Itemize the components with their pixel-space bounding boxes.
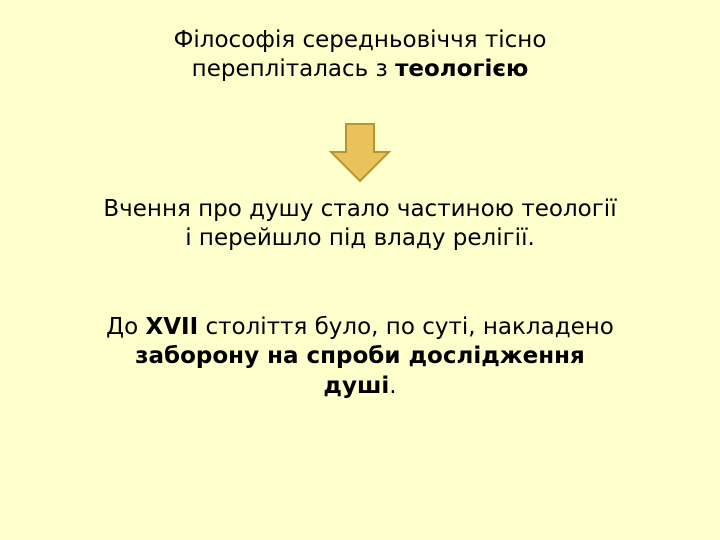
plain-text: перепліталась з — [191, 56, 396, 83]
text-line — [0, 372, 720, 401]
down-arrow-container — [0, 122, 720, 184]
plain-text: До — [106, 314, 146, 340]
text-line — [0, 342, 720, 371]
down-arrow-icon — [328, 122, 392, 184]
text-line — [0, 26, 720, 55]
text-line — [0, 224, 720, 253]
text-line — [0, 55, 720, 84]
plain-text: . — [389, 372, 397, 399]
plain-text: століття було, по суті, накладено — [198, 314, 614, 340]
emphasis-text: теологією — [395, 56, 529, 83]
emphasis-text: XVII — [145, 314, 199, 340]
text-block-prohibition-statement — [0, 313, 720, 401]
text-line — [0, 195, 720, 224]
emphasis-text: душі — [323, 372, 390, 399]
plain-text: і перейшло під владу релігії. — [185, 225, 535, 252]
text-line — [0, 313, 720, 342]
plain-text: Філософія середньовіччя тісно — [173, 27, 547, 53]
text-block-soul-doctrine-statement — [0, 195, 720, 254]
text-block-intro-statement — [0, 26, 720, 85]
plain-text: Вчення про душу стало частиною теології — [103, 196, 617, 222]
emphasis-text: заборону на спроби дослідження — [135, 343, 585, 370]
